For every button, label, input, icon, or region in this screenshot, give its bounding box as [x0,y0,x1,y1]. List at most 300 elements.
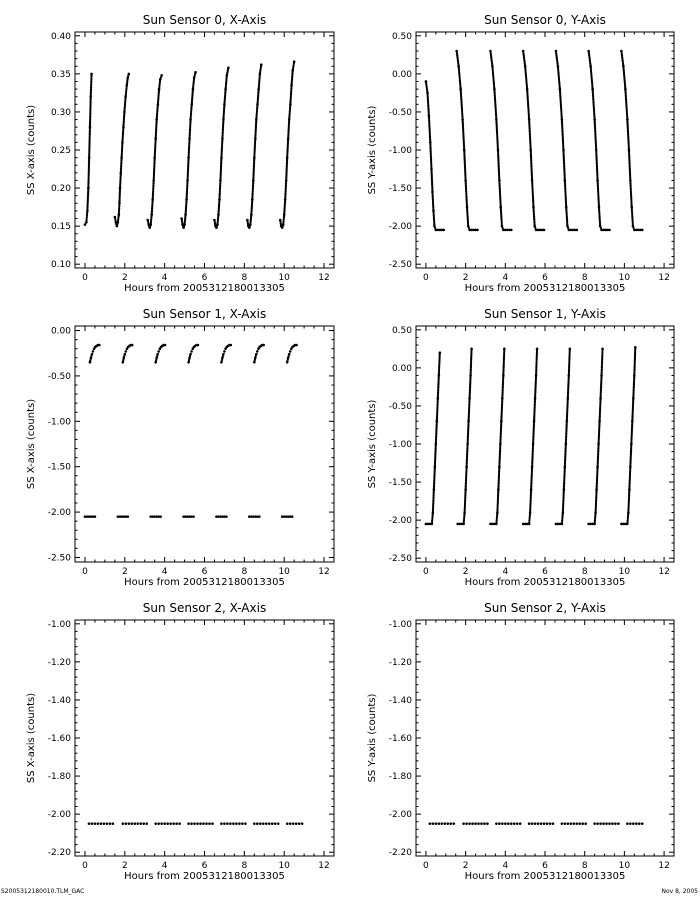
data-point [125,350,128,353]
data-point [486,822,489,825]
x-tick-label: 4 [161,273,168,283]
data-point [262,822,265,825]
data-point [91,353,94,356]
data-point [199,822,202,825]
data-point [259,822,262,825]
chart-title: Sun Sensor 1, Y-Axis [484,307,606,321]
data-point [572,822,575,825]
data-point [528,822,531,825]
data-point [543,229,546,232]
data-point [235,822,238,825]
y-tick-label: 0.20 [50,184,71,195]
data-point [160,822,163,825]
chart-panel-4 [26,601,334,882]
y-tick-label: -0.50 [47,371,71,382]
x-tick-label: 4 [502,861,509,871]
x-tick-label: 0 [82,273,88,283]
data-point [641,822,644,825]
data-segment [84,515,97,518]
data-point [256,822,259,825]
data-point [546,822,549,825]
data-point [91,822,94,825]
x-tick-label: 0 [423,567,429,577]
data-point [641,229,644,232]
data-point [229,822,232,825]
y-axis-label: SS Y-axis (counts) [367,399,378,489]
data-segment [220,344,232,364]
data-point [106,822,109,825]
data-point [94,822,97,825]
data-segment [561,822,587,825]
data-point [258,515,261,518]
y-tick-label: -1.80 [388,772,412,783]
data-segment [154,344,166,364]
data-point [154,822,157,825]
data-point [474,822,477,825]
data-point [549,822,552,825]
data-point [635,822,638,825]
data-segment [187,822,214,825]
plot-frame [75,32,334,268]
data-segment [528,822,554,825]
data-point [593,822,596,825]
data-point [608,229,611,232]
data-point [564,822,567,825]
y-tick-label: -1.20 [47,657,71,668]
data-point [109,822,112,825]
data-point [608,822,611,825]
data-point [504,822,507,825]
x-tick-label: 4 [502,567,509,577]
data-segment [149,515,162,518]
y-tick-label: 0.00 [391,69,412,80]
data-point [229,344,232,347]
y-tick-label: 0.25 [50,146,71,156]
x-tick-label: 6 [201,567,208,577]
data-point [291,515,294,518]
data-point [634,346,637,349]
chart-panel-3 [367,307,674,588]
data-point [178,822,181,825]
data-point [578,822,581,825]
x-tick-label: 0 [423,273,429,283]
data-segment [593,822,619,825]
data-point [274,822,277,825]
data-point [465,822,468,825]
data-point [614,822,617,825]
x-tick-label: 10 [278,861,290,871]
y-tick-label: -0.50 [388,107,412,118]
x-tick-label: 10 [618,567,631,577]
y-tick-label: -2.00 [47,810,71,821]
x-tick-label: 0 [82,567,88,577]
data-point [601,348,604,351]
y-tick-label: -1.00 [47,417,71,428]
y-tick-label: 0.35 [50,69,71,80]
data-point [292,822,295,825]
data-segment [455,50,478,232]
data-segment [154,822,181,825]
data-point [596,822,599,825]
data-point [468,822,471,825]
x-tick-label: 8 [581,567,588,577]
y-axis-label: SS Y-axis (counts) [367,693,378,783]
data-point [205,822,208,825]
x-tick-label: 6 [542,861,548,871]
y-tick-label: -1.20 [388,657,412,668]
x-tick-label: 2 [121,273,128,283]
data-segment [620,50,643,232]
x-tick-label: 6 [201,273,208,283]
data-segment [89,344,101,364]
data-segment [279,60,296,229]
y-tick-label: -1.80 [47,772,71,783]
x-tick-label: 8 [581,273,588,283]
data-point [84,223,87,226]
data-segment [117,515,130,518]
y-tick-label: -2.00 [388,222,412,233]
data-segment [456,348,472,526]
data-point [537,822,540,825]
y-tick-label: -1.00 [47,619,71,630]
data-point [253,822,256,825]
data-point [503,348,506,351]
data-point [295,344,298,347]
y-tick-label: -1.50 [388,478,412,489]
data-point [187,822,190,825]
y-tick-label: -2.50 [47,553,71,564]
data-point [136,822,139,825]
data-point [298,822,301,825]
data-point [471,822,474,825]
data-segment [246,63,263,229]
chart-title: Sun Sensor 1, X-Axis [142,307,267,321]
x-tick-label: 2 [121,567,128,577]
data-point [449,822,452,825]
data-point [238,822,241,825]
data-point [255,353,258,356]
data-point [98,344,101,347]
data-point [131,344,134,347]
data-point [477,822,480,825]
data-point [133,822,136,825]
data-segment [114,73,131,228]
data-segment [489,348,505,526]
x-tick-label: 10 [618,273,631,283]
data-point [202,822,205,825]
x-tick-label: 12 [658,567,670,577]
x-axis-label: Hours from 2005312180013305 [124,283,285,294]
data-point [632,822,635,825]
chart-title: Sun Sensor 2, Y-Axis [484,601,606,615]
data-point [227,66,230,69]
data-point [510,229,513,232]
data-point [575,229,578,232]
data-segment [215,515,228,518]
plot-frame [416,620,674,856]
x-tick-label: 4 [161,567,168,577]
y-axis-label: SS X-axis (counts) [26,398,37,490]
data-point [97,822,100,825]
chart-panel-5 [367,601,674,882]
y-tick-label: -1.50 [47,462,71,473]
data-point [567,822,570,825]
data-point [166,822,169,825]
data-point [190,350,193,353]
data-segment [620,346,636,525]
data-point [289,822,292,825]
data-point [265,822,268,825]
data-segment [253,344,265,364]
x-tick-label: 8 [241,273,248,283]
data-point [442,229,445,232]
data-point [435,822,438,825]
data-point [175,822,178,825]
x-tick-label: 2 [121,861,128,871]
x-tick-label: 0 [82,861,88,871]
data-segment [122,822,149,825]
data-point [498,822,501,825]
y-tick-label: -1.60 [47,734,71,744]
data-segment [425,351,441,525]
x-tick-label: 6 [542,273,548,283]
data-point [602,822,605,825]
data-point [510,822,513,825]
footer-date: Nov 8, 2005 [661,888,698,895]
data-segment [587,50,610,232]
data-point [139,822,142,825]
y-tick-label: -2.00 [388,516,412,527]
data-point [432,822,435,825]
data-point [208,822,211,825]
data-point [277,822,280,825]
data-point [172,822,175,825]
data-point [90,73,93,76]
data-point [197,344,200,347]
data-point [611,822,614,825]
y-tick-label: 0.10 [50,260,71,271]
data-point [462,822,465,825]
chart-title: Sun Sensor 2, X-Axis [142,601,267,615]
x-tick-label: 12 [658,273,670,283]
data-point [626,822,629,825]
data-segment [182,515,195,518]
data-point [581,822,584,825]
data-point [483,822,486,825]
data-point [130,822,133,825]
chart-title: Sun Sensor 0, X-Axis [142,13,267,27]
x-tick-label: 10 [618,861,631,871]
x-tick-label: 2 [462,861,469,871]
x-axis-label: Hours from 2005312180013305 [124,577,285,588]
x-axis-label: Hours from 2005312180013305 [464,871,626,882]
x-axis-label: Hours from 2005312180013305 [464,577,626,588]
x-axis-label: Hours from 2005312180013305 [124,871,285,882]
y-tick-label: 0.50 [391,325,412,336]
y-tick-label: -2.00 [388,810,412,821]
data-segment [489,50,512,232]
data-point [157,350,160,353]
data-point [617,822,620,825]
data-point [196,822,199,825]
x-tick-label: 12 [658,861,670,871]
data-segment [220,822,247,825]
data-point [452,822,455,825]
data-point [190,822,193,825]
y-tick-label: 0.30 [50,107,71,118]
data-segment [462,822,488,825]
x-tick-label: 8 [581,861,588,871]
data-point [289,350,292,353]
data-segment [281,515,294,518]
plot-frame [75,326,334,562]
data-point [295,822,298,825]
x-tick-label: 8 [241,567,248,577]
data-point [193,822,196,825]
data-segment [248,515,261,518]
data-point [127,73,130,76]
plot-frame [416,32,674,268]
data-point [160,74,163,77]
data-segment [429,822,455,825]
data-segment [555,50,578,232]
data-point [142,822,145,825]
data-point [94,515,97,518]
data-point [495,822,498,825]
data-point [439,351,442,354]
data-point [157,822,160,825]
data-point [561,822,564,825]
data-segment [187,344,199,364]
data-point [92,350,95,353]
chart-panel-1 [367,13,674,294]
data-segment [146,74,163,229]
chart-panel-0 [26,13,334,294]
y-axis-label: SS Y-axis (counts) [367,105,378,195]
data-point [443,822,446,825]
y-tick-label: -2.20 [388,848,412,859]
data-point [127,822,130,825]
y-tick-label: -1.00 [388,146,412,156]
y-tick-label: -0.50 [388,401,412,412]
data-segment [587,348,603,526]
data-point [222,353,225,356]
data-point [513,822,516,825]
data-point [543,822,546,825]
data-point [156,353,159,356]
data-segment [84,73,93,226]
y-tick-label: 0.15 [50,222,71,233]
data-segment [253,822,280,825]
data-point [301,822,304,825]
chart-panel-2 [26,307,334,588]
data-segment [122,344,134,364]
plot-frame [75,620,334,856]
data-point [112,822,115,825]
data-point [638,822,641,825]
y-tick-label: 0.50 [391,31,412,42]
data-point [476,229,479,232]
data-point [244,822,247,825]
y-tick-label: -2.00 [47,508,71,519]
data-point [103,822,106,825]
data-point [570,822,573,825]
data-point [540,822,543,825]
data-point [531,822,534,825]
data-segment [522,50,545,232]
data-point [220,822,223,825]
data-point [446,822,449,825]
data-point [584,822,587,825]
data-point [232,822,235,825]
data-segment [286,822,304,825]
data-point [211,822,214,825]
data-point [169,822,172,825]
data-segment [88,822,115,825]
data-point [429,822,432,825]
x-tick-label: 10 [278,567,290,577]
data-point [629,822,632,825]
data-point [122,822,125,825]
data-point [145,822,148,825]
data-point [536,348,539,351]
data-point [164,344,167,347]
data-point [225,515,228,518]
y-tick-label: -2.20 [47,848,71,859]
data-point [223,350,226,353]
x-tick-label: 4 [502,273,509,283]
data-point [288,353,291,356]
data-point [286,822,289,825]
x-tick-label: 12 [318,567,330,577]
data-point [126,515,129,518]
y-tick-label: -1.00 [388,440,412,450]
data-segment [180,71,197,229]
data-point [605,822,608,825]
x-tick-label: 6 [542,567,548,577]
data-point [256,350,259,353]
y-axis-label: SS X-axis (counts) [26,104,37,196]
data-point [534,822,537,825]
data-point [88,822,91,825]
data-point [163,822,166,825]
data-point [507,822,510,825]
data-point [194,71,197,74]
x-tick-label: 12 [318,273,330,283]
data-point [189,353,192,356]
data-segment [495,822,521,825]
y-tick-label: 0.00 [391,363,412,374]
data-point [470,348,473,351]
data-segment [213,66,230,228]
data-point [100,822,103,825]
data-segment [522,348,538,526]
data-point [516,822,519,825]
x-tick-label: 2 [462,567,469,577]
data-point [124,353,127,356]
data-point [260,63,263,66]
footer-file-name: S2005312180010.TLM_GAC [1,888,85,895]
y-tick-label: -1.50 [388,184,412,195]
y-tick-label: -1.00 [388,619,412,630]
x-tick-label: 0 [423,861,429,871]
data-segment [626,822,643,825]
data-point [223,822,226,825]
x-tick-label: 6 [201,861,208,871]
data-point [226,822,229,825]
y-tick-label: -1.60 [388,734,412,744]
data-segment [286,344,298,364]
